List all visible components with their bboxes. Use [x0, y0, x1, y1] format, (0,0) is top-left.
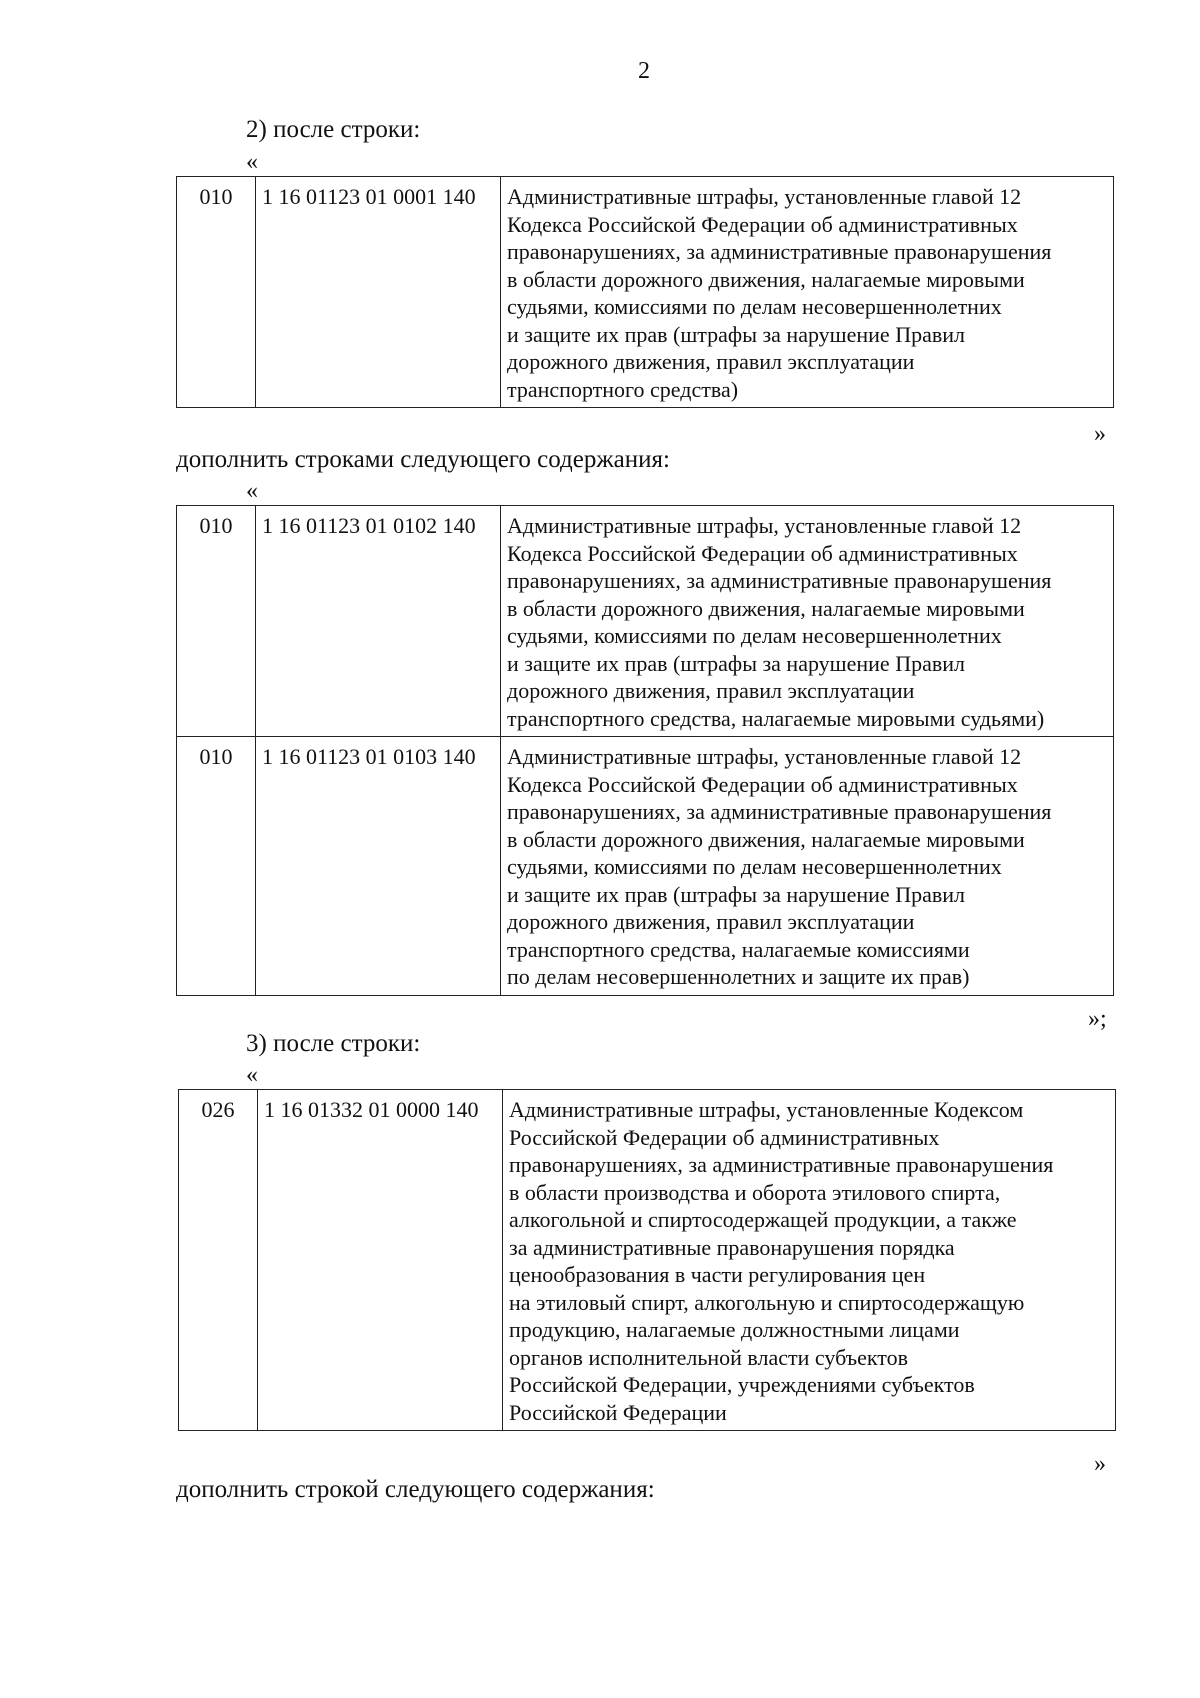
description-line: Кодекса Российской Федерации об административных: [507, 211, 1018, 237]
description-line: на этиловый спирт, алкогольную и спиртосодержащую: [509, 1289, 1025, 1315]
description-line: Административные штрафы, установленные главой 12: [507, 513, 1022, 538]
description-line: и защите их прав (штрафы за нарушение Правил: [507, 650, 965, 676]
section-3-supplement-text: дополнить строкой следующего содержания:: [176, 1476, 655, 1503]
row-kbk: 1 16 01123 01 0102 140: [256, 506, 501, 737]
row-kbk: 1 16 01123 01 0001 140: [256, 177, 501, 408]
section-2-supplement-open-quote: «: [246, 478, 258, 504]
description-line: Кодекса Российской Федерации об административных: [507, 540, 1018, 566]
section-2-heading: 2) после строки:: [246, 116, 421, 143]
section-2-supplement-text: дополнить строками следующего содержания:: [176, 446, 670, 473]
section-2-original-table: [176, 176, 1114, 408]
description-line: алкогольной и спиртосодержащей продукции, а также: [509, 1207, 1017, 1232]
description-line: Кодекса Российской Федерации об административных: [507, 771, 1018, 797]
section-3-original-table: [178, 1089, 1116, 1431]
description-line: дорожного движения, правил эксплуатации: [507, 678, 915, 703]
table-row: [177, 177, 1114, 408]
description-line: и защите их прав (штрафы за нарушение Правил: [507, 881, 965, 907]
description-line: транспортного средства): [507, 376, 739, 402]
description-line: судьями, комиссиями по делам несовершеннолетних: [507, 623, 1002, 648]
description-line: транспортного средства, налагаемые мировыми судьями): [507, 705, 1045, 731]
section-2-new-rows-table: [176, 505, 1114, 996]
description-line: в области дорожного движения, налагаемые мировыми: [507, 595, 1025, 621]
description-line: и защите их прав (штрафы за нарушение Правил: [507, 321, 965, 347]
row-code: 010: [177, 506, 256, 737]
description-line: ценообразования в части регулирования цен: [509, 1262, 926, 1287]
description-line: Российской Федерации, учреждениями субъектов: [509, 1372, 975, 1397]
table-row: [179, 1090, 1116, 1431]
description-line: дорожного движения, правил эксплуатации: [507, 349, 915, 374]
page-number: 2: [638, 58, 650, 84]
description-line: за административные правонарушения порядка: [509, 1234, 955, 1260]
description-line: правонарушениях, за административные правонарушения: [509, 1152, 1054, 1177]
description-line: в области производства и оборота этилового спирта,: [509, 1179, 1001, 1205]
description-line: Административные штрафы, установленные главой 12: [507, 184, 1022, 209]
row-kbk: 1 16 01123 01 0103 140: [256, 737, 501, 996]
table-row: [177, 506, 1114, 737]
section-3-close-quote: »: [1094, 1451, 1106, 1477]
description-line: правонарушениях, за административные правонарушения: [507, 568, 1052, 593]
description-line: Административные штрафы, установленные главой 12: [507, 744, 1022, 769]
section-3-open-quote: «: [246, 1062, 258, 1088]
description-line: по делам несовершеннолетних и защите их прав): [507, 964, 970, 989]
row-description: [501, 177, 1114, 408]
description-line: Российской Федерации об административных: [509, 1124, 940, 1150]
row-code: 010: [177, 177, 256, 408]
description-line: судьями, комиссиями по делам несовершеннолетних: [507, 294, 1002, 319]
row-description: [501, 506, 1114, 737]
description-line: правонарушениях, за административные правонарушения: [507, 799, 1052, 824]
description-line: дорожного движения, правил эксплуатации: [507, 909, 915, 934]
description-line: правонарушениях, за административные правонарушения: [507, 239, 1052, 264]
description-line: продукцию, налагаемые должностными лицами: [509, 1317, 960, 1342]
description-line: транспортного средства, налагаемые комиссиями: [507, 936, 970, 962]
row-code: 010: [177, 737, 256, 996]
description-line: Российской Федерации: [509, 1399, 727, 1425]
row-description: [503, 1090, 1116, 1431]
row-code: 026: [179, 1090, 258, 1431]
description-line: Административные штрафы, установленные Кодексом: [509, 1097, 1024, 1122]
table-row: [177, 737, 1114, 996]
description-line: органов исполнительной власти субъектов: [509, 1344, 909, 1370]
section-3-heading: 3) после строки:: [246, 1030, 421, 1057]
description-line: в области дорожного движения, налагаемые мировыми: [507, 826, 1025, 852]
section-2-open-quote: «: [246, 149, 258, 175]
section-2-supplement-close-quote: »;: [1088, 1006, 1107, 1032]
row-kbk: 1 16 01332 01 0000 140: [258, 1090, 503, 1431]
description-line: судьями, комиссиями по делам несовершеннолетних: [507, 854, 1002, 879]
row-description: [501, 737, 1114, 996]
section-2-close-quote: »: [1094, 421, 1106, 447]
description-line: в области дорожного движения, налагаемые мировыми: [507, 266, 1025, 292]
